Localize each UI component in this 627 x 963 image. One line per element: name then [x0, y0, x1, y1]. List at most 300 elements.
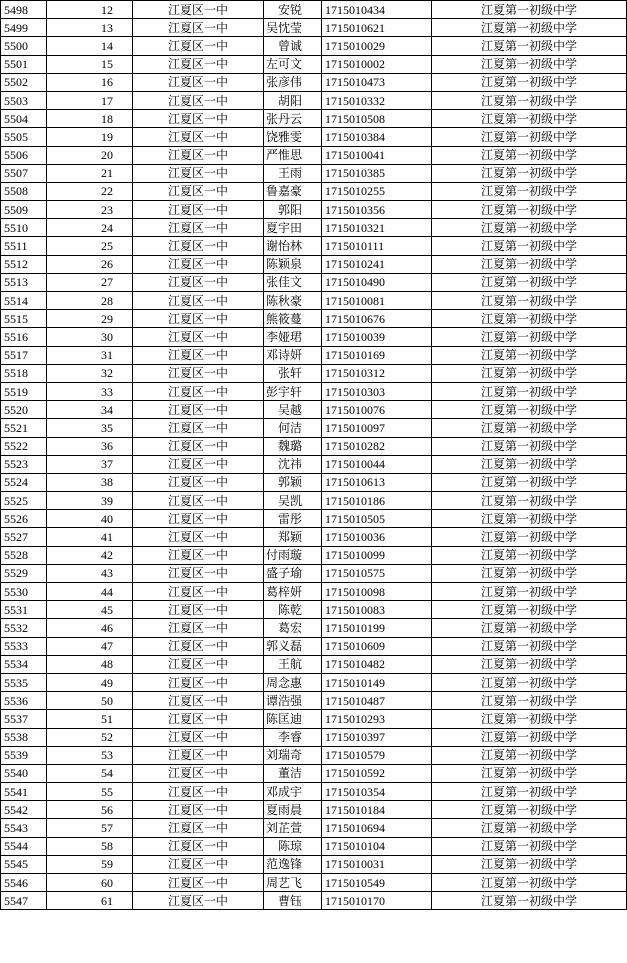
student-id-cell: 1715010332	[322, 91, 432, 109]
student-name-cell: 熊筱蔓	[264, 310, 322, 328]
table-row	[1, 382, 627, 400]
exam-site-cell: 江夏区一中	[133, 546, 264, 564]
row-index-cell: 5523	[1, 455, 47, 473]
school-name-cell: 江夏第一初级中学	[432, 783, 627, 801]
exam-site-cell: 江夏区一中	[133, 455, 264, 473]
row-index-cell: 5531	[1, 601, 47, 619]
row-index-cell: 5499	[1, 19, 47, 37]
table-row	[1, 837, 627, 855]
row-index-cell: 5520	[1, 401, 47, 419]
student-id-cell: 1715010199	[322, 619, 432, 637]
row-index-cell: 5541	[1, 783, 47, 801]
exam-site-cell: 江夏区一中	[133, 201, 264, 219]
student-name-cell: 谭浩强	[264, 692, 322, 710]
exam-site-cell: 江夏区一中	[133, 564, 264, 582]
sequence-number-cell: 60	[47, 874, 133, 892]
school-name-cell: 江夏第一初级中学	[432, 655, 627, 673]
student-name-cell: 吴越	[264, 401, 322, 419]
sequence-number-cell: 19	[47, 128, 133, 146]
row-index-cell: 5500	[1, 37, 47, 55]
table-row	[1, 692, 627, 710]
exam-site-cell: 江夏区一中	[133, 655, 264, 673]
exam-site-cell: 江夏区一中	[133, 801, 264, 819]
exam-site-cell: 江夏区一中	[133, 310, 264, 328]
exam-site-cell: 江夏区一中	[133, 710, 264, 728]
table-row	[1, 237, 627, 255]
sequence-number-cell: 46	[47, 619, 133, 637]
sequence-number-cell: 42	[47, 546, 133, 564]
table-row	[1, 492, 627, 510]
table-row	[1, 328, 627, 346]
exam-site-cell: 江夏区一中	[133, 182, 264, 200]
exam-site-cell: 江夏区一中	[133, 19, 264, 37]
exam-site-cell: 江夏区一中	[133, 764, 264, 782]
row-index-cell: 5539	[1, 746, 47, 764]
student-name-cell: 郭阳	[264, 201, 322, 219]
student-id-cell: 1715010505	[322, 510, 432, 528]
student-name-cell: 安锐	[264, 1, 322, 19]
table-row	[1, 146, 627, 164]
student-name-cell: 董洁	[264, 764, 322, 782]
table-row	[1, 19, 627, 37]
student-name-cell: 范逸锋	[264, 855, 322, 873]
school-name-cell: 江夏第一初级中学	[432, 546, 627, 564]
student-name-cell: 张轩	[264, 364, 322, 382]
school-name-cell: 江夏第一初级中学	[432, 637, 627, 655]
sequence-number-cell: 43	[47, 564, 133, 582]
student-id-cell: 1715010241	[322, 255, 432, 273]
school-name-cell: 江夏第一初级中学	[432, 710, 627, 728]
school-name-cell: 江夏第一初级中学	[432, 564, 627, 582]
student-id-cell: 1715010041	[322, 146, 432, 164]
student-name-cell: 周念惠	[264, 673, 322, 691]
school-name-cell: 江夏第一初级中学	[432, 237, 627, 255]
school-name-cell: 江夏第一初级中学	[432, 255, 627, 273]
student-id-cell: 1715010487	[322, 692, 432, 710]
row-index-cell: 5530	[1, 583, 47, 601]
row-index-cell: 5547	[1, 892, 47, 910]
school-name-cell: 江夏第一初级中学	[432, 746, 627, 764]
table-row	[1, 55, 627, 73]
table-row	[1, 273, 627, 291]
student-id-cell: 1715010354	[322, 783, 432, 801]
school-name-cell: 江夏第一初级中学	[432, 37, 627, 55]
exam-site-cell: 江夏区一中	[133, 255, 264, 273]
sequence-number-cell: 58	[47, 837, 133, 855]
student-id-cell: 1715010097	[322, 419, 432, 437]
row-index-cell: 5536	[1, 692, 47, 710]
row-index-cell: 5510	[1, 219, 47, 237]
school-name-cell: 江夏第一初级中学	[432, 1, 627, 19]
table-row	[1, 219, 627, 237]
sequence-number-cell: 17	[47, 91, 133, 109]
exam-site-cell: 江夏区一中	[133, 619, 264, 637]
school-name-cell: 江夏第一初级中学	[432, 364, 627, 382]
student-name-cell: 邓成宇	[264, 783, 322, 801]
student-name-cell: 盛子瑜	[264, 564, 322, 582]
exam-site-cell: 江夏区一中	[133, 601, 264, 619]
table-row	[1, 637, 627, 655]
table-row	[1, 419, 627, 437]
sequence-number-cell: 13	[47, 19, 133, 37]
sequence-number-cell: 41	[47, 528, 133, 546]
table-row	[1, 255, 627, 273]
table-row	[1, 874, 627, 892]
school-name-cell: 江夏第一初级中学	[432, 419, 627, 437]
school-name-cell: 江夏第一初级中学	[432, 219, 627, 237]
exam-site-cell: 江夏区一中	[133, 401, 264, 419]
exam-site-cell: 江夏区一中	[133, 328, 264, 346]
school-name-cell: 江夏第一初级中学	[432, 437, 627, 455]
student-name-cell: 左可文	[264, 55, 322, 73]
student-name-cell: 严惟思	[264, 146, 322, 164]
row-index-cell: 5546	[1, 874, 47, 892]
table-row	[1, 346, 627, 364]
sequence-number-cell: 38	[47, 473, 133, 491]
student-id-cell: 1715010434	[322, 1, 432, 19]
exam-site-cell: 江夏区一中	[133, 528, 264, 546]
school-name-cell: 江夏第一初级中学	[432, 182, 627, 200]
student-id-cell: 1715010321	[322, 219, 432, 237]
school-name-cell: 江夏第一初级中学	[432, 128, 627, 146]
school-name-cell: 江夏第一初级中学	[432, 110, 627, 128]
exam-site-cell: 江夏区一中	[133, 728, 264, 746]
sequence-number-cell: 14	[47, 37, 133, 55]
sequence-number-cell: 33	[47, 382, 133, 400]
student-name-cell: 张彦伟	[264, 73, 322, 91]
sequence-number-cell: 50	[47, 692, 133, 710]
row-index-cell: 5532	[1, 619, 47, 637]
school-name-cell: 江夏第一初级中学	[432, 401, 627, 419]
student-id-cell: 1715010384	[322, 128, 432, 146]
row-index-cell: 5516	[1, 328, 47, 346]
exam-site-cell: 江夏区一中	[133, 219, 264, 237]
table-row	[1, 819, 627, 837]
school-name-cell: 江夏第一初级中学	[432, 473, 627, 491]
student-name-cell: 陈颖泉	[264, 255, 322, 273]
row-index-cell: 5538	[1, 728, 47, 746]
exam-site-cell: 江夏区一中	[133, 364, 264, 382]
table-row	[1, 455, 627, 473]
student-id-cell: 1715010385	[322, 164, 432, 182]
sequence-number-cell: 31	[47, 346, 133, 364]
sequence-number-cell: 27	[47, 273, 133, 291]
school-name-cell: 江夏第一初级中学	[432, 273, 627, 291]
student-name-cell: 李娅珺	[264, 328, 322, 346]
student-name-cell: 郑颖	[264, 528, 322, 546]
sequence-number-cell: 23	[47, 201, 133, 219]
school-name-cell: 江夏第一初级中学	[432, 328, 627, 346]
row-index-cell: 5540	[1, 764, 47, 782]
sequence-number-cell: 56	[47, 801, 133, 819]
exam-site-cell: 江夏区一中	[133, 673, 264, 691]
student-id-cell: 1715010579	[322, 746, 432, 764]
sequence-number-cell: 36	[47, 437, 133, 455]
sequence-number-cell: 25	[47, 237, 133, 255]
table-row	[1, 764, 627, 782]
school-name-cell: 江夏第一初级中学	[432, 455, 627, 473]
student-name-cell: 付雨璇	[264, 546, 322, 564]
school-name-cell: 江夏第一初级中学	[432, 19, 627, 37]
exam-site-cell: 江夏区一中	[133, 382, 264, 400]
exam-site-cell: 江夏区一中	[133, 783, 264, 801]
exam-site-cell: 江夏区一中	[133, 892, 264, 910]
table-row	[1, 601, 627, 619]
row-index-cell: 5507	[1, 164, 47, 182]
student-name-cell: 谢怡林	[264, 237, 322, 255]
sequence-number-cell: 15	[47, 55, 133, 73]
student-id-cell: 1715010312	[322, 364, 432, 382]
school-name-cell: 江夏第一初级中学	[432, 91, 627, 109]
student-id-cell: 1715010255	[322, 182, 432, 200]
row-index-cell: 5515	[1, 310, 47, 328]
sequence-number-cell: 29	[47, 310, 133, 328]
school-name-cell: 江夏第一初级中学	[432, 801, 627, 819]
exam-site-cell: 江夏区一中	[133, 819, 264, 837]
exam-site-cell: 江夏区一中	[133, 473, 264, 491]
school-name-cell: 江夏第一初级中学	[432, 673, 627, 691]
school-name-cell: 江夏第一初级中学	[432, 164, 627, 182]
school-name-cell: 江夏第一初级中学	[432, 55, 627, 73]
row-index-cell: 5508	[1, 182, 47, 200]
sequence-number-cell: 32	[47, 364, 133, 382]
school-name-cell: 江夏第一初级中学	[432, 346, 627, 364]
row-index-cell: 5534	[1, 655, 47, 673]
student-name-cell: 饶雅雯	[264, 128, 322, 146]
table-row	[1, 128, 627, 146]
sequence-number-cell: 49	[47, 673, 133, 691]
row-index-cell: 5527	[1, 528, 47, 546]
sequence-number-cell: 47	[47, 637, 133, 655]
table-row	[1, 473, 627, 491]
student-name-cell: 吴忱莹	[264, 19, 322, 37]
sequence-number-cell: 22	[47, 182, 133, 200]
sequence-number-cell: 59	[47, 855, 133, 873]
student-id-cell: 1715010508	[322, 110, 432, 128]
school-name-cell: 江夏第一初级中学	[432, 292, 627, 310]
student-id-cell: 1715010169	[322, 346, 432, 364]
sequence-number-cell: 24	[47, 219, 133, 237]
table-row	[1, 546, 627, 564]
school-name-cell: 江夏第一初级中学	[432, 764, 627, 782]
sequence-number-cell: 45	[47, 601, 133, 619]
row-index-cell: 5529	[1, 564, 47, 582]
student-name-cell: 王航	[264, 655, 322, 673]
student-id-cell: 1715010002	[322, 55, 432, 73]
table-row	[1, 164, 627, 182]
row-index-cell: 5511	[1, 237, 47, 255]
student-id-cell: 1715010111	[322, 237, 432, 255]
school-name-cell: 江夏第一初级中学	[432, 310, 627, 328]
sequence-number-cell: 55	[47, 783, 133, 801]
exam-site-cell: 江夏区一中	[133, 692, 264, 710]
exam-site-cell: 江夏区一中	[133, 128, 264, 146]
sequence-number-cell: 21	[47, 164, 133, 182]
student-name-cell: 邓诗妍	[264, 346, 322, 364]
student-id-cell: 1715010170	[322, 892, 432, 910]
sequence-number-cell: 52	[47, 728, 133, 746]
sequence-number-cell: 18	[47, 110, 133, 128]
row-index-cell: 5521	[1, 419, 47, 437]
student-id-cell: 1715010282	[322, 437, 432, 455]
student-id-cell: 1715010293	[322, 710, 432, 728]
student-name-cell: 吴凯	[264, 492, 322, 510]
exam-site-cell: 江夏区一中	[133, 237, 264, 255]
exam-site-cell: 江夏区一中	[133, 292, 264, 310]
student-id-cell: 1715010044	[322, 455, 432, 473]
table-row	[1, 564, 627, 582]
roster-table-body	[1, 1, 627, 910]
student-name-cell: 陈秋豪	[264, 292, 322, 310]
row-index-cell: 5498	[1, 1, 47, 19]
student-name-cell: 葛梓妍	[264, 583, 322, 601]
school-name-cell: 江夏第一初级中学	[432, 837, 627, 855]
student-id-cell: 1715010592	[322, 764, 432, 782]
row-index-cell: 5537	[1, 710, 47, 728]
sequence-number-cell: 44	[47, 583, 133, 601]
student-name-cell: 陈匡迪	[264, 710, 322, 728]
table-row	[1, 528, 627, 546]
school-name-cell: 江夏第一初级中学	[432, 528, 627, 546]
exam-site-cell: 江夏区一中	[133, 55, 264, 73]
exam-site-cell: 江夏区一中	[133, 837, 264, 855]
row-index-cell: 5518	[1, 364, 47, 382]
sequence-number-cell: 37	[47, 455, 133, 473]
table-row	[1, 91, 627, 109]
row-index-cell: 5512	[1, 255, 47, 273]
student-id-cell: 1715010694	[322, 819, 432, 837]
student-name-cell: 曾诚	[264, 37, 322, 55]
sequence-number-cell: 30	[47, 328, 133, 346]
student-name-cell: 郭义磊	[264, 637, 322, 655]
sequence-number-cell: 48	[47, 655, 133, 673]
sequence-number-cell: 20	[47, 146, 133, 164]
row-index-cell: 5509	[1, 201, 47, 219]
school-name-cell: 江夏第一初级中学	[432, 892, 627, 910]
student-id-cell: 1715010099	[322, 546, 432, 564]
row-index-cell: 5524	[1, 473, 47, 491]
exam-site-cell: 江夏区一中	[133, 346, 264, 364]
student-id-cell: 1715010029	[322, 37, 432, 55]
student-id-cell: 1715010303	[322, 382, 432, 400]
exam-site-cell: 江夏区一中	[133, 110, 264, 128]
student-id-cell: 1715010186	[322, 492, 432, 510]
school-name-cell: 江夏第一初级中学	[432, 855, 627, 873]
sequence-number-cell: 28	[47, 292, 133, 310]
student-id-cell: 1715010104	[322, 837, 432, 855]
student-name-cell: 陈琼	[264, 837, 322, 855]
exam-site-cell: 江夏区一中	[133, 164, 264, 182]
student-id-cell: 1715010621	[322, 19, 432, 37]
row-index-cell: 5506	[1, 146, 47, 164]
table-row	[1, 73, 627, 91]
exam-site-cell: 江夏区一中	[133, 37, 264, 55]
table-row	[1, 746, 627, 764]
row-index-cell: 5526	[1, 510, 47, 528]
row-index-cell: 5517	[1, 346, 47, 364]
school-name-cell: 江夏第一初级中学	[432, 692, 627, 710]
student-id-cell: 1715010397	[322, 728, 432, 746]
table-row	[1, 201, 627, 219]
student-id-cell: 1715010036	[322, 528, 432, 546]
school-name-cell: 江夏第一初级中学	[432, 874, 627, 892]
row-index-cell: 5504	[1, 110, 47, 128]
school-name-cell: 江夏第一初级中学	[432, 510, 627, 528]
exam-site-cell: 江夏区一中	[133, 637, 264, 655]
student-id-cell: 1715010098	[322, 583, 432, 601]
exam-site-cell: 江夏区一中	[133, 91, 264, 109]
school-name-cell: 江夏第一初级中学	[432, 146, 627, 164]
exam-site-cell: 江夏区一中	[133, 746, 264, 764]
school-name-cell: 江夏第一初级中学	[432, 619, 627, 637]
table-row	[1, 37, 627, 55]
school-name-cell: 江夏第一初级中学	[432, 492, 627, 510]
student-id-cell: 1715010473	[322, 73, 432, 91]
exam-site-cell: 江夏区一中	[133, 419, 264, 437]
table-row	[1, 437, 627, 455]
exam-site-cell: 江夏区一中	[133, 1, 264, 19]
school-name-cell: 江夏第一初级中学	[432, 201, 627, 219]
table-row	[1, 364, 627, 382]
student-name-cell: 刘芷萱	[264, 819, 322, 837]
student-id-cell: 1715010490	[322, 273, 432, 291]
student-id-cell: 1715010031	[322, 855, 432, 873]
row-index-cell: 5501	[1, 55, 47, 73]
sequence-number-cell: 51	[47, 710, 133, 728]
row-index-cell: 5528	[1, 546, 47, 564]
student-id-cell: 1715010081	[322, 292, 432, 310]
sequence-number-cell: 26	[47, 255, 133, 273]
student-name-cell: 张丹云	[264, 110, 322, 128]
student-name-cell: 郭颖	[264, 473, 322, 491]
row-index-cell: 5514	[1, 292, 47, 310]
table-row	[1, 310, 627, 328]
exam-site-cell: 江夏区一中	[133, 855, 264, 873]
exam-site-cell: 江夏区一中	[133, 273, 264, 291]
student-id-cell: 1715010575	[322, 564, 432, 582]
row-index-cell: 5542	[1, 801, 47, 819]
student-id-cell: 1715010482	[322, 655, 432, 673]
student-id-cell: 1715010613	[322, 473, 432, 491]
row-index-cell: 5505	[1, 128, 47, 146]
table-row	[1, 110, 627, 128]
row-index-cell: 5519	[1, 382, 47, 400]
table-row	[1, 728, 627, 746]
row-index-cell: 5522	[1, 437, 47, 455]
sequence-number-cell: 39	[47, 492, 133, 510]
exam-site-cell: 江夏区一中	[133, 492, 264, 510]
row-index-cell: 5535	[1, 673, 47, 691]
student-name-cell: 刘瑞奇	[264, 746, 322, 764]
sequence-number-cell: 35	[47, 419, 133, 437]
row-index-cell: 5533	[1, 637, 47, 655]
sequence-number-cell: 54	[47, 764, 133, 782]
sequence-number-cell: 53	[47, 746, 133, 764]
student-name-cell: 张佳文	[264, 273, 322, 291]
sequence-number-cell: 12	[47, 1, 133, 19]
student-id-cell: 1715010549	[322, 874, 432, 892]
table-row	[1, 583, 627, 601]
table-row	[1, 783, 627, 801]
exam-site-cell: 江夏区一中	[133, 874, 264, 892]
sequence-number-cell: 61	[47, 892, 133, 910]
student-name-cell: 陈乾	[264, 601, 322, 619]
sequence-number-cell: 57	[47, 819, 133, 837]
student-name-cell: 曹钰	[264, 892, 322, 910]
student-id-cell: 1715010039	[322, 328, 432, 346]
school-name-cell: 江夏第一初级中学	[432, 819, 627, 837]
table-row	[1, 801, 627, 819]
